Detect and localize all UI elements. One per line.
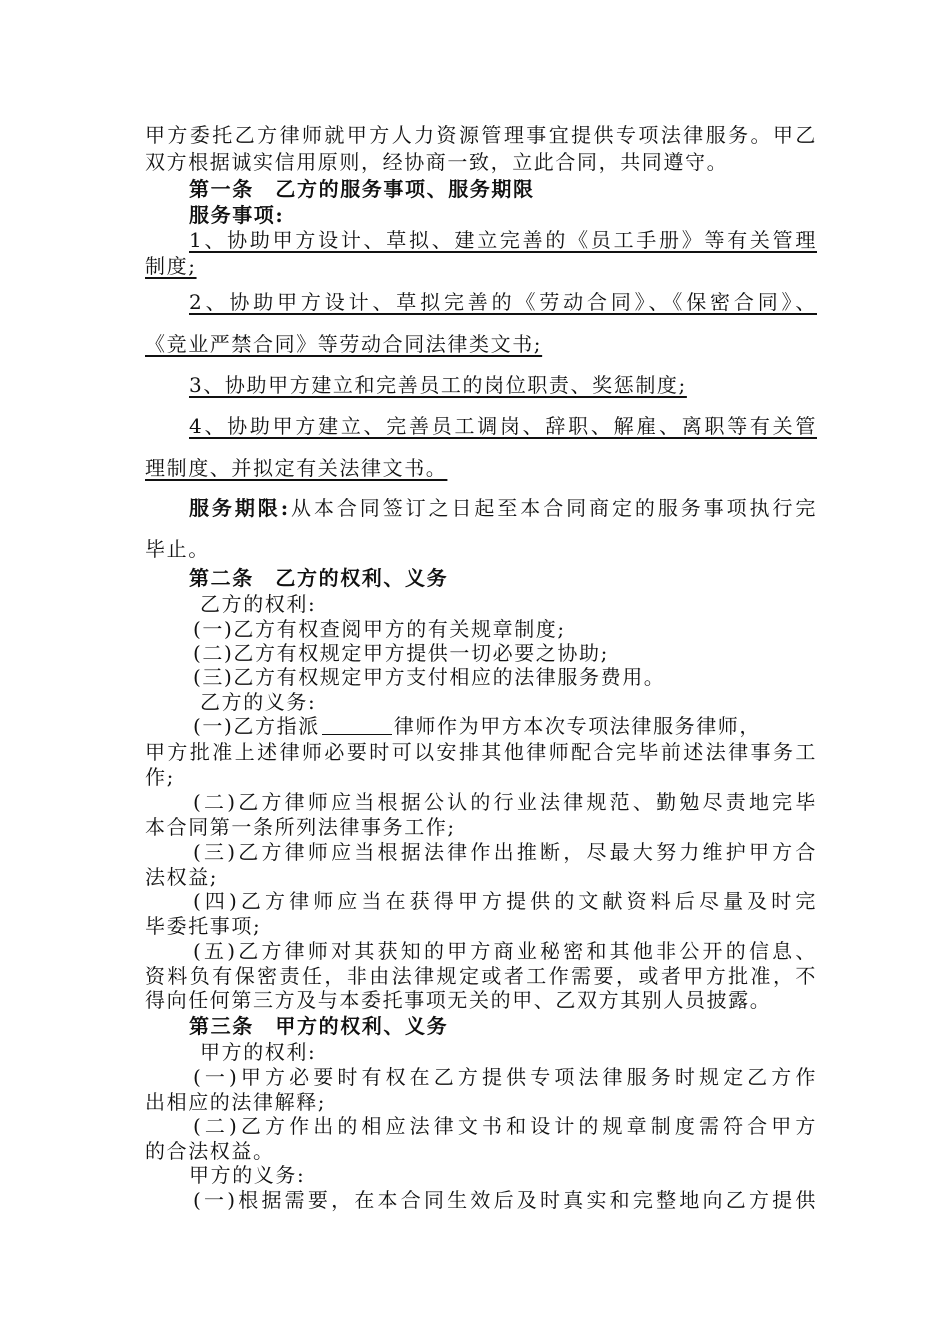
party-a-right-1-line-2: 出相应的法律解释; <box>145 1090 327 1114</box>
duty-1-suffix: 律师作为甲方本次专项法律服务律师， <box>393 714 762 738</box>
party-b-duty-4-line-2: 毕委托事项; <box>145 914 262 938</box>
service-term-line-2: 毕止。 <box>145 537 210 561</box>
party-a-right-1-line-1: (一)甲方必要时有权在乙方提供专项法律服务时规定乙方作 <box>193 1065 817 1089</box>
party-a-duties-label: 甲方的义务: <box>189 1163 306 1187</box>
party-b-duty-1-line-2: 甲方批准上述律师必要时可以安排其他律师配合完毕前述法律事务工 <box>145 740 817 764</box>
party-a-right-2-line-1: (二)乙方作出的相应法律文书和设计的规章制度需符合甲方 <box>193 1114 817 1138</box>
intro-line-2: 双方根据诚实信用原则，经协商一致，立此合同，共同遵守。 <box>145 150 729 174</box>
party-a-duty-1-line-1: (一)根据需要，在本合同生效后及时真实和完整地向乙方提供 <box>193 1188 817 1212</box>
party-b-right-2: (二)乙方有权规定甲方提供一切必要之协助; <box>193 641 609 665</box>
service-item-2-line-2: 《竞业严禁合同》等劳动合同法律类文书; <box>145 332 543 356</box>
party-b-duty-5-line-1: (五)乙方律师对其获知的甲方商业秘密和其他非公开的信息、 <box>193 939 817 963</box>
service-item-1-line-1: 1、协助甲方设计、草拟、建立完善的《员工手册》等有关管理 <box>189 228 817 252</box>
party-b-duty-4-line-1: (四)乙方律师应当在获得甲方提供的文献资料后尽量及时完 <box>193 889 817 913</box>
article3-heading: 第三条 甲方的权利、义务 <box>189 1014 449 1038</box>
service-term-label: 服务期限: <box>189 496 290 520</box>
service-item-4-line-2: 理制度、并拟定有关法律文书。 <box>145 456 448 480</box>
party-b-duty-2-line-2: 本合同第一条所列法律事务工作; <box>145 815 456 839</box>
service-item-4-line-1: 4、协助甲方建立、完善员工调岗、辞职、解雇、离职等有关管 <box>189 414 817 438</box>
service-item-1-line-2: 制度; <box>145 254 197 278</box>
party-b-duties-label: 乙方的义务: <box>200 690 317 714</box>
party-b-duty-2-line-1: (二)乙方律师应当根据公认的行业法律规范、勤勉尽责地完毕 <box>193 790 817 814</box>
service-item-3: 3、协助甲方建立和完善员工的岗位职责、奖惩制度; <box>189 373 687 397</box>
party-a-rights-label: 甲方的权利: <box>200 1040 317 1064</box>
duty-1-prefix: (一)乙方指派 <box>193 714 320 738</box>
party-b-right-1: (一)乙方有权查阅甲方的有关规章制度; <box>193 617 566 641</box>
party-a-right-2-line-2: 的合法权益。 <box>145 1139 275 1163</box>
party-b-rights-label: 乙方的权利: <box>200 592 317 616</box>
party-b-duty-3-line-1: (三)乙方律师应当根据法律作出推断，尽最大努力维护甲方合 <box>193 840 817 864</box>
party-b-duty-5-line-2: 资料负有保密责任，非由法律规定或者工作需要，或者甲方批准，不 <box>145 964 817 988</box>
party-b-duty-1-line-3: 作; <box>145 765 175 789</box>
party-b-duty-5-line-3: 得向任何第三方及与本委托事项无关的甲、乙双方其别人员披露。 <box>145 988 772 1012</box>
service-item-2-line-1: 2、协助甲方设计、草拟完善的《劳动合同》、《保密合同》、 <box>189 290 817 314</box>
intro-line-1: 甲方委托乙方律师就甲方人力资源管理事宜提供专项法律服务。甲乙 <box>145 123 817 147</box>
article2-heading: 第二条 乙方的权利、义务 <box>189 566 449 590</box>
service-term-line-1 <box>189 496 817 520</box>
article1-heading: 第一条 乙方的服务事项、服务期限 <box>189 177 535 201</box>
party-b-right-3: (三)乙方有权规定甲方支付相应的法律服务费用。 <box>193 665 666 689</box>
lawyer-name-blank <box>322 716 392 735</box>
service-term-text: 从本合同签订之日起至本合同商定的服务事项执行完 <box>289 496 817 520</box>
party-b-duty-1-line-1 <box>193 714 817 738</box>
party-b-duty-3-line-2: 法权益; <box>145 865 219 889</box>
service-items-label: 服务事项: <box>189 203 285 227</box>
